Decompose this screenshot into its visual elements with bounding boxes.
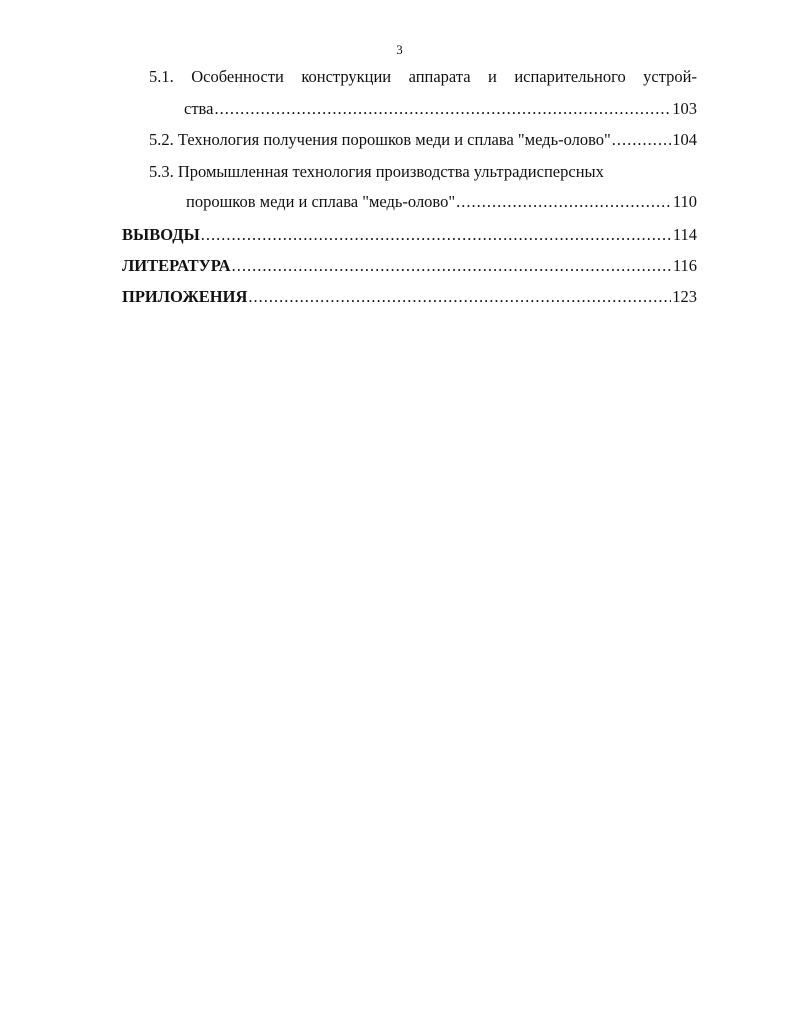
toc-entry-appendices (122, 287, 697, 307)
leader-dots (232, 256, 672, 276)
toc-page-number: 104 (672, 130, 697, 149)
toc-entry-title: 5.3. Промышленная технология производства ультрадисперсных (149, 162, 604, 181)
toc-page-number: 123 (672, 287, 697, 306)
toc-entry-5-2 (149, 130, 697, 150)
toc-word: 5.1. (149, 67, 174, 86)
toc-entry-literature (122, 256, 697, 276)
leader-dots (612, 130, 671, 150)
toc-word: аппарата (408, 67, 471, 86)
page-number: 3 (396, 42, 403, 57)
toc-entry-title: 5.2. Технология получения порошков меди и сплава "медь-олово" (149, 130, 611, 149)
toc-entry-5-3-line-2 (186, 192, 697, 212)
toc-entry-5-3-line-1 (149, 162, 604, 182)
toc-entry-title: ЛИТЕРАТУРА (122, 256, 231, 275)
toc-word: испарительного (514, 67, 626, 86)
toc-page-number: 103 (672, 99, 697, 118)
leader-dots (456, 192, 672, 212)
toc-entry-title: ства (184, 99, 214, 118)
toc-entry-5-1-line-2 (184, 99, 697, 119)
leader-dots (201, 225, 672, 245)
toc-entry-title: порошков меди и сплава "медь-олово" (186, 192, 456, 211)
toc-page-number: 110 (672, 192, 697, 211)
toc-entry-5-1-line-1 (149, 67, 697, 87)
toc-entry-conclusions (122, 225, 697, 245)
leader-dots (214, 99, 671, 119)
toc-word: устрой- (643, 67, 697, 86)
leader-dots (248, 287, 671, 307)
toc-page-number: 114 (672, 225, 697, 244)
toc-word: и (488, 67, 497, 86)
toc-entry-title: ВЫВОДЫ (122, 225, 200, 244)
toc-word: Особенности (191, 67, 284, 86)
toc-page-number: 116 (672, 256, 697, 275)
toc-word: конструкции (301, 67, 392, 86)
toc-entry-title: ПРИЛОЖЕНИЯ (122, 287, 248, 306)
